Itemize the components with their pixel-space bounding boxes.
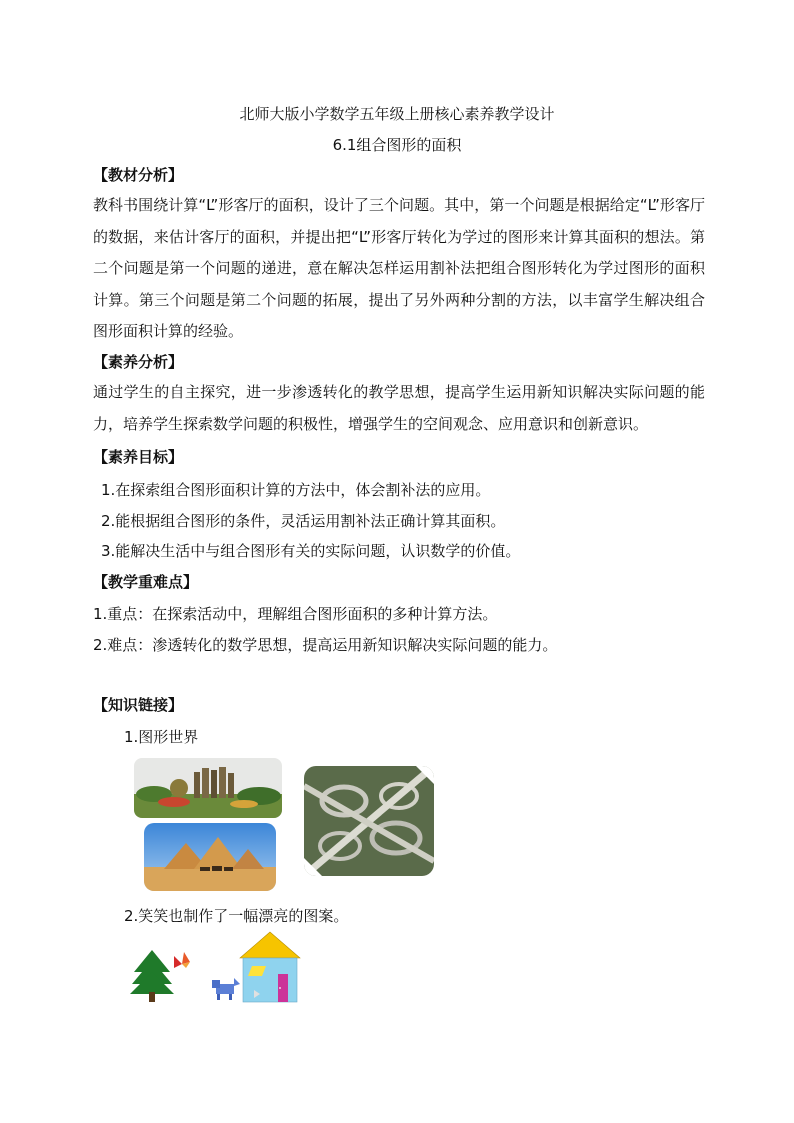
key-point-item: 1.重点：在探索活动中，理解组合图形面积的多种计算方法。 bbox=[93, 605, 498, 623]
goal-item: 2.能根据组合图形的条件，灵活运用割补法正确计算其面积。 bbox=[101, 512, 506, 530]
key-point-item: 2.难点：渗透转化的数学思想，提高运用新知识解决实际问题的能力。 bbox=[93, 636, 558, 654]
garden-sculpture-photo bbox=[134, 758, 282, 818]
heading-literacy-goals: 【素养目标】 bbox=[93, 448, 184, 466]
goal-item: 1.在探索组合图形面积计算的方法中，体会割补法的应用。 bbox=[101, 481, 491, 499]
bird-icon bbox=[174, 952, 190, 968]
tree-icon bbox=[130, 950, 174, 1002]
heading-literacy-analysis: 【素养分析】 bbox=[93, 353, 184, 371]
textbook-analysis-body: 教科书围绕计算“L”形客厅的面积，设计了三个问题。其中，第一个问题是根据给定“L”形客厅的数据，来估计客厅的面积，并提出把“L”形客厅转化为学过的图形来计算其面积的想法。第二个问题是第一个问题的递进，意在解决怎样运用割补法把组合图形转化为学过图形的面积计算。第三个问题是第二个问题的拓展，提出了另外两种分割的方法，以丰富学生解决组合图形面积计算的经验。 bbox=[93, 196, 705, 340]
heading-textbook-analysis: 【教材分析】 bbox=[93, 166, 184, 184]
pyramids-camels-photo bbox=[144, 823, 276, 891]
highway-interchange-photo bbox=[304, 766, 434, 876]
tangram-pattern bbox=[128, 928, 318, 1008]
knowledge-link-item: 2.笑笑也制作了一幅漂亮的图案。 bbox=[124, 907, 349, 925]
heading-knowledge-links: 【知识链接】 bbox=[93, 696, 184, 714]
document-subtitle: 6.1组合图形的面积 bbox=[332, 136, 462, 154]
heading-key-points: 【教学重难点】 bbox=[93, 573, 199, 591]
dog-icon bbox=[212, 978, 240, 1000]
literacy-analysis-body: 通过学生的自主探究，进一步渗透转化的教学思想，提高学生运用新知识解决实际问题的能力，培养学生探索数学问题的积极性，增强学生的空间观念、应用意识和创新意识。 bbox=[93, 383, 705, 433]
goal-item: 3.能解决生活中与组合图形有关的实际问题，认识数学的价值。 bbox=[101, 542, 521, 560]
document-title: 北师大版小学数学五年级上册核心素养教学设计 bbox=[239, 105, 555, 123]
knowledge-link-item: 1.图形世界 bbox=[124, 728, 199, 746]
house-icon bbox=[240, 932, 300, 1002]
